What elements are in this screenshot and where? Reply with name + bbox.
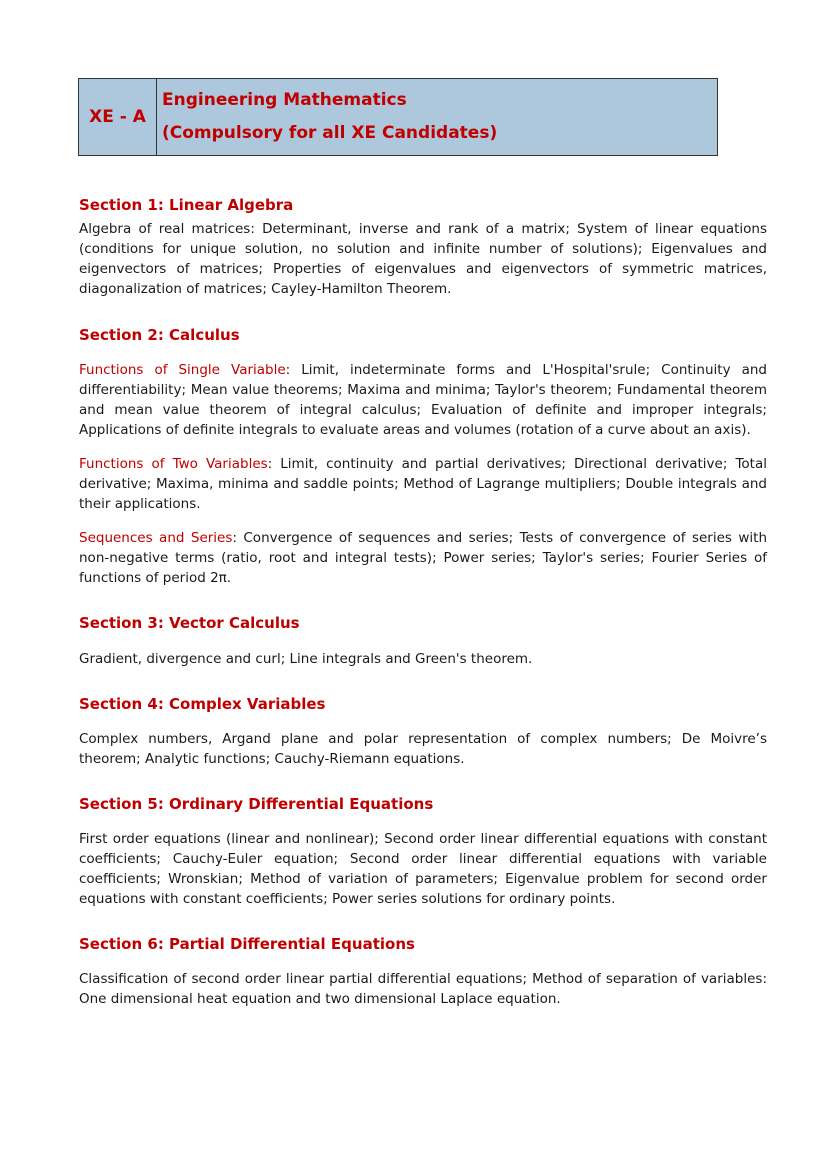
section-pde: [79, 934, 767, 1009]
subsection-label: Functions of Single Variable: [79, 362, 286, 378]
section-title: Section 4: Complex Variables: [79, 695, 326, 713]
section-ode: [79, 794, 767, 909]
section-vector-calculus: [79, 613, 767, 669]
subsection-text: : Limit, continuity and partial derivatives; Directional derivative; Total derivative; Maxima, minima and saddle points; Method of Lagrange multipliers; Double integrals and their applications.: [79, 456, 767, 512]
section-linear-algebra: [79, 195, 767, 299]
section-text: Gradient, divergence and curl; Line integrals and Green's theorem.: [79, 651, 533, 667]
paper-title: [157, 79, 497, 155]
subsection-label: Functions of Two Variables: [79, 456, 268, 472]
subsection-text: : Limit, indeterminate forms and L'Hospital'srule; Continuity and differentiability; Mean value theorems; Maxima and minima; Taylor's theorem; Fundamental theorem and mean value theorem of integral calculus; Evaluation of definite and improper integrals; Applications of definite integrals to evaluate areas and volumes (rotation of a curve about an axis).: [79, 362, 767, 438]
section-title: Section 1: Linear Algebra: [79, 196, 294, 214]
subsection-text: : Convergence of sequences and series; Tests of convergence of series with non-negative terms (ratio, root and integral tests); Power series; Taylor's series; Fourier Series of functions of period 2π.: [79, 530, 767, 586]
section-text: Complex numbers, Argand plane and polar representation of complex numbers; De Moivre’s theorem; Analytic functions; Cauchy-Riemann equations.: [79, 731, 767, 767]
section-title: Section 3: Vector Calculus: [79, 614, 300, 632]
subsection-single-variable: [79, 360, 767, 440]
section-calculus: [79, 325, 767, 588]
header-box: [78, 78, 718, 156]
subsection-two-variables: [79, 454, 767, 514]
section-text: Classification of second order linear partial differential equations; Method of separation of variables: One dimensional heat equation and two dimensional Laplace equation.: [79, 971, 767, 1007]
section-title: Section 6: Partial Differential Equations: [79, 935, 415, 953]
paper-code: XE - A: [79, 79, 157, 155]
subsection-label: Sequences and Series: [79, 530, 233, 546]
subsection-sequences-series: [79, 528, 767, 588]
section-text: Algebra of real matrices: Determinant, inverse and rank of a matrix; System of linear equations (conditions for unique solution, no solution and infinite number of solutions); Eigenvalues and eigenvectors of matrices; Properties of eigenvalues and eigenvectors of symmetric matrices, diagonalization of matrices; Cayley-Hamilton Theorem.: [79, 221, 767, 297]
paper-title-line2: (Compulsory for all XE Candidates): [162, 123, 498, 143]
section-title: Section 5: Ordinary Differential Equations: [79, 795, 434, 813]
paper-title-line1: Engineering Mathematics: [162, 90, 407, 110]
section-complex-variables: [79, 694, 767, 769]
syllabus-content: [79, 195, 767, 1009]
section-title: Section 2: Calculus: [79, 326, 240, 344]
section-text: First order equations (linear and nonlinear); Second order linear differential equations with constant coefficients; Cauchy-Euler equation; Second order linear differential equations with variable coefficients; Wronskian; Method of variation of parameters; Eigenvalue problem for second order equations with constant coefficients; Power series solutions for ordinary points.: [79, 831, 767, 907]
